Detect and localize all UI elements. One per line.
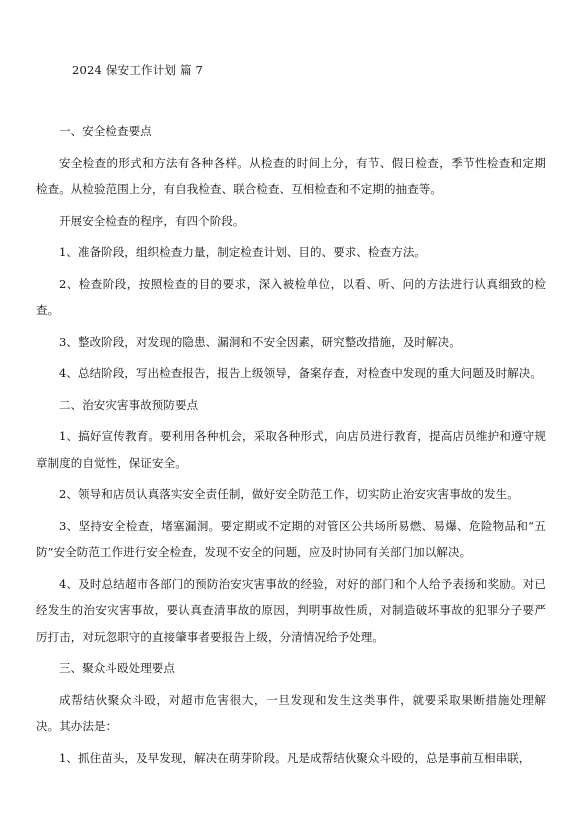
section-heading-2: 二、治安灾害事故预防要点 [59, 397, 199, 412]
list-item: 1、抓住苗头，及早发现，解决在萌芽阶段。凡是成帮结伙聚众斗殴的，总是事前互相串联， [59, 750, 531, 765]
document-title: 2024 保安工作计划 篇 7 [72, 63, 204, 77]
paragraph: 开展安全检查的程序，有四个阶段。 [59, 213, 245, 228]
list-item: 2、领导和店员认真落实安全责任制，做好安全防范工作，切实防止治安灾害事故的发生。 [59, 487, 519, 501]
paragraph: 成帮结伙聚众斗殴，对超市危害很大，一旦发现和发生这类事件，就要采取果断措施处理解决。其办法是： [36, 692, 546, 733]
list-item: 1、搞好宣传教育。要利用各种机会，采取各种形式，向店员进行教育，提高店员维护和遵守规章制度的自觉性，保证安全。 [36, 429, 546, 470]
list-item: 1、准备阶段，组织检查力量，制定检查计划、目的、要求、检查方法。 [59, 245, 427, 259]
list-item: 2、检查阶段，按照检查的目的要求，深入被检单位，以看、听、问的方法进行认真细致的检查。 [36, 276, 546, 317]
list-item: 3、整改阶段，对发现的隐患、漏洞和不安全因素，研究整改措施，及时解决。 [59, 334, 461, 349]
section-heading-3: 三、聚众斗殴处理要点 [59, 661, 175, 675]
list-item: 4、及时总结超市各部门的预防治安灾害事故的经验，对好的部门和个人给予表扬和奖励。对已经发生的治安灾害事故，要认真查清事故的原因，判明事故性质，对制造破坏事故的犯罪分子要严厉打击，对玩忽职守的直接肇事者要报告上级，分清情况给予处理。 [36, 576, 546, 644]
list-item: 3、坚持安全检查，堵塞漏洞。要定期或不定期的对管区公共场所易燃、易爆、危险物品和“五防”安全防范工作进行安全检查，发现不安全的问题，应及时协同有关部门加以解决。 [36, 518, 546, 559]
list-item: 4、总结阶段，写出检查报告，报告上级领导，备案存查，对检查中发现的重大问题及时解决。 [59, 366, 543, 380]
section-heading-1: 一、安全检查要点 [59, 124, 152, 138]
paragraph: 安全检查的形式和方法有各种各样。从检查的时间上分，有节、假日检查，季节性检查和定期检查。从检验范围上分，有自我检查、联合检查、互相检查和不定期的抽查等。 [36, 155, 546, 196]
document-body [36, 118, 546, 776]
